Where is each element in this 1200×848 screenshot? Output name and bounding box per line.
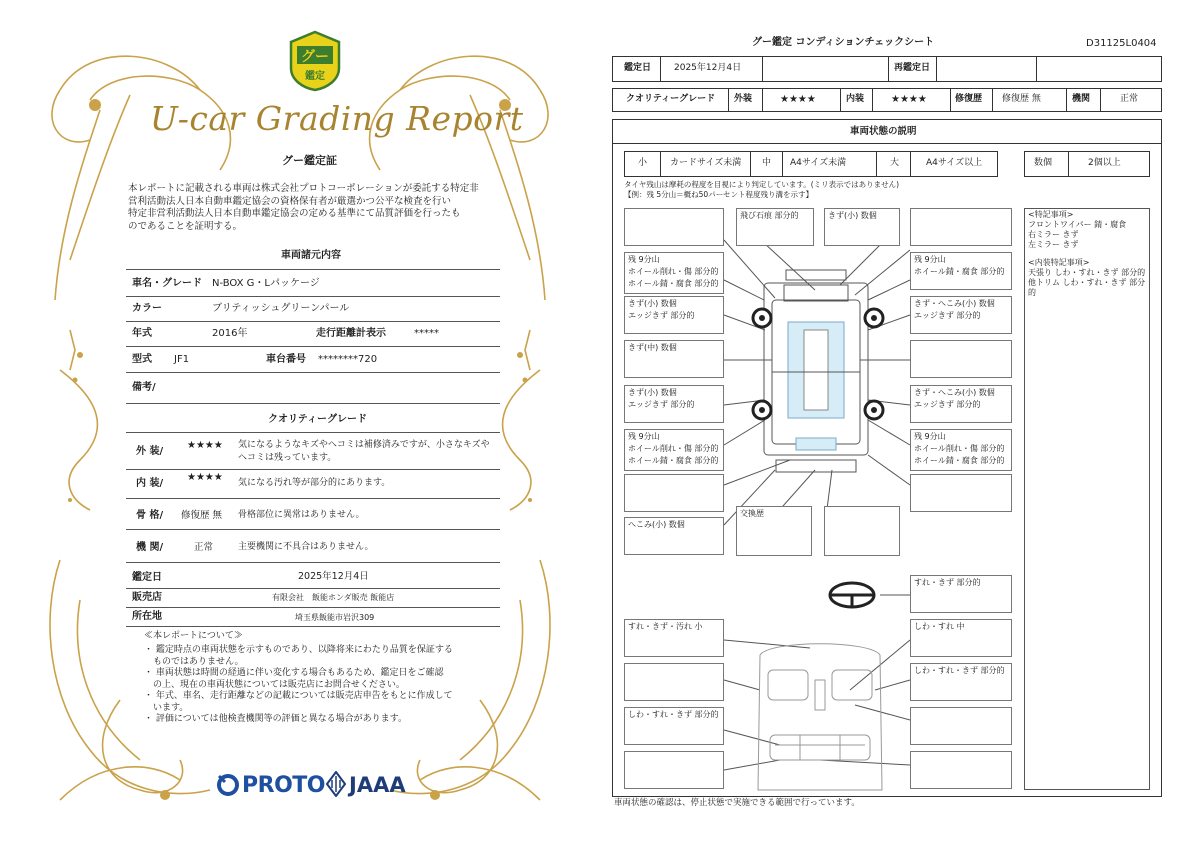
note-scratch-top (824, 208, 900, 246)
divider (126, 269, 500, 270)
svg-text:グー: グー (301, 49, 329, 65)
note-text: 交換歴 (740, 509, 764, 518)
address-value: 埼玉県飯能市岩沢309 (295, 613, 375, 622)
note-box (910, 751, 1012, 789)
note-left-rear (624, 385, 724, 423)
note-box (624, 751, 724, 789)
sheet-title: グー鑑定 コンディションチェックシート (752, 37, 935, 48)
note-text: きず・へこみ(小) 数個 (914, 299, 995, 308)
divider (126, 588, 500, 589)
chassis-value: ********720 (318, 354, 378, 365)
note-text: しわ・すれ・きず 部分的 (628, 710, 719, 719)
note-text: ホイール削れ・傷 部分的 (914, 444, 1005, 453)
note-text: エッジきず 部分的 (628, 400, 695, 409)
tire-note: タイヤ残山は摩耗の程度を目視により判定しています。(ミリ表示ではありません) (624, 180, 900, 189)
notes-label: 備考/ (132, 382, 156, 393)
note-text: 飛び石痕 部分的 (740, 211, 799, 220)
about-line: います。 (144, 702, 189, 713)
note-seat-rl (624, 707, 724, 745)
note-text: 残 9分山 (914, 432, 946, 441)
legend-small: 小 (638, 158, 648, 168)
note-right-rear (910, 385, 1012, 423)
svg-text:鑑定: 鑑定 (305, 71, 325, 82)
ext-label: 外装 (734, 94, 753, 104)
about-line: ・ 車両状態は時間の経過に伴い変化する場合もあるため、鑑定日をご確認 (144, 668, 444, 678)
divider (126, 321, 500, 322)
date-label: 鑑定日 (624, 63, 652, 73)
note-text: きず(小) 数個 (628, 299, 677, 308)
ext-stars: ★★★★ (780, 94, 816, 105)
interior-label: 内 装/ (136, 478, 164, 489)
intro-line: 特定非営利活動法人日本自動車鑑定協会の定める基準にて品質評価を行ったも (128, 208, 461, 219)
int-label: 内装 (846, 94, 865, 104)
exterior-label: 外 装/ (136, 446, 164, 457)
note-left-mid (624, 340, 724, 378)
note-text: しわ・すれ 中 (914, 622, 965, 631)
year-value: 2016年 (212, 328, 248, 339)
about-line: の上、現在の車両状態については販売店にお問合せください。 (144, 679, 405, 690)
note-box (910, 340, 1012, 378)
about-title: ≪本レポートについて≫ (144, 631, 243, 641)
about-line: ものではありません。 (144, 656, 244, 667)
divider (126, 498, 500, 499)
special-line: フロントワイパー 錆・腐食 (1028, 220, 1127, 229)
grade-label: クオリティーグレード (626, 94, 716, 104)
divider (126, 403, 500, 404)
model-label: 型式 (132, 354, 152, 365)
date-value: 2025年12月4日 (298, 571, 369, 582)
dealer-label: 販売店 (132, 592, 162, 603)
date-value: 2025年12月4日 (674, 63, 742, 73)
odo-value: ***** (414, 328, 439, 339)
note-text: すれ・きず・汚れ 小 (628, 622, 703, 631)
car-interior-diagram (758, 644, 882, 790)
engine-text: 主要機関に不具合はありません。 (238, 542, 374, 552)
odo-label: 走行距離計表示 (316, 328, 386, 339)
interior-line: 天張り しわ・すれ・きず 部分的 (1028, 268, 1146, 277)
int-stars: ★★★★ (891, 94, 927, 105)
chassis-label: 車台番号 (266, 354, 306, 365)
note-right-front (910, 296, 1012, 334)
interior-line: 他トリム しわ・すれ・きず 部分的 (1028, 278, 1146, 297)
note-box (910, 474, 1012, 512)
note-text: エッジきず 部分的 (628, 311, 695, 320)
note-tire-rr (910, 429, 1012, 471)
intro-line: 営利活動法人日本自動車鑑定協会の資格保有者が厳選かつ公平な検査を行い (128, 195, 452, 207)
count-value: 2個以上 (1088, 158, 1121, 168)
repair-label: 修復歴 (955, 94, 983, 104)
about-text (144, 645, 453, 726)
note-text: ホイール削れ・傷 部分的 (628, 267, 719, 276)
about-line: ・ 評価については他検査機関等の評価と異なる場合があります。 (144, 714, 407, 724)
note-text: へこみ(小) 数個 (628, 520, 685, 529)
note-box (824, 506, 900, 556)
about-line: ・ 鑑定時点の車両状態を示すものであり、以降将来にわたり品質を保証する (144, 645, 453, 655)
color-value: ブリティッシュグリーンパール (212, 303, 350, 314)
note-tire-fl (624, 252, 724, 294)
divider (126, 607, 500, 608)
divider (126, 432, 500, 433)
interior-stars: ★★★★ (187, 472, 223, 483)
legend-mid-desc: A4サイズ未満 (790, 158, 847, 168)
special-notes (1024, 208, 1150, 790)
special-line: 左ミラー きず (1028, 240, 1079, 249)
name-label: 車名・グレード (132, 278, 202, 289)
note-dent (624, 517, 724, 555)
exterior-text: ヘコミは残っています。 (238, 453, 337, 463)
note-box (910, 208, 1012, 246)
legend-large: 大 (890, 158, 900, 168)
jaaa-logo: JAAA (349, 773, 406, 797)
frame-label: 骨 格/ (136, 510, 164, 521)
spec-title: 車両諸元内容 (281, 250, 341, 261)
doc-id: D31125L0404 (1086, 38, 1157, 49)
frame-value: 修復歴 無 (181, 510, 223, 521)
steering-wheel-icon (830, 583, 874, 607)
engine-label: 機関 (1072, 94, 1091, 104)
jaaa-logo-icon (326, 771, 346, 797)
engine-label: 機 関/ (136, 542, 164, 553)
proto-logo-icon (216, 773, 240, 797)
engine-value: 正常 (194, 542, 214, 553)
interior-text: 気になる汚れ等が部分的にあります。 (238, 478, 391, 488)
interior-title: <内装特記事項> (1028, 258, 1090, 267)
note-text: ホイール錆・腐食 部分的 (914, 267, 1005, 276)
note-box (624, 474, 724, 512)
engine-value: 正常 (1120, 94, 1139, 104)
script-title: U-car Grading Report (150, 99, 524, 138)
legend-mid: 中 (762, 158, 772, 168)
tire-note: 【例：残 5分山＝概ね50パーセント程度残り溝を示す】 (624, 190, 814, 199)
note-text: エッジきず 部分的 (914, 400, 981, 409)
note-text: ホイール錆・腐食 部分的 (914, 456, 1005, 465)
note-box (910, 707, 1012, 745)
intro-line: のであることを証明する。 (128, 220, 243, 232)
note-box (624, 208, 724, 246)
note-text: きず(小) 数個 (628, 388, 677, 397)
address-label: 所在地 (132, 611, 162, 622)
note-seat-r (910, 663, 1012, 701)
note-text: きず(小) 数個 (828, 211, 877, 220)
special-line: 右ミラー きず (1028, 230, 1079, 239)
note-text: エッジきず 部分的 (914, 311, 981, 320)
about-line: ・ 年式、車名、走行距離などの記載については販売店申告をもとに作成して (144, 691, 453, 701)
divider (126, 372, 500, 373)
model-value: JF1 (174, 354, 190, 365)
note-steering (910, 575, 1012, 613)
divider (126, 562, 500, 563)
goo-kantei-badge (287, 30, 343, 92)
note-seat-fr (910, 619, 1012, 657)
note-tire-rl (624, 429, 724, 471)
note-seat-fl (624, 619, 724, 657)
note-text: ホイール錆・腐食 部分的 (628, 279, 719, 288)
divider (126, 469, 500, 470)
condition-sheet (600, 0, 1200, 848)
section-title: 車両状態の説明 (850, 126, 917, 137)
legend-large-desc: A4サイズ以上 (926, 158, 983, 168)
note-text: ホイール削れ・傷 部分的 (628, 444, 719, 453)
note-text: きず(中) 数個 (628, 343, 677, 352)
count-label: 数個 (1034, 158, 1053, 168)
note-text: しわ・すれ・きず 部分的 (914, 666, 1005, 675)
proto-logo: PROTO (242, 773, 325, 798)
note-text: 残 9分山 (628, 255, 660, 264)
note-text: 残 9分山 (914, 255, 946, 264)
note-chip (736, 208, 814, 246)
color-label: カラー (132, 303, 162, 314)
cert-heading: グー鑑定証 (282, 154, 337, 167)
sheet-footer: 車両状態の確認は、停止状態で実施できる範囲で行っています。 (614, 798, 860, 808)
note-text: ホイール錆・腐食 部分的 (628, 456, 719, 465)
name-value: N-BOX G・Lパッケージ (212, 278, 320, 289)
special-title: <特記事項> (1028, 210, 1074, 219)
date-label: 鑑定日 (132, 572, 162, 583)
note-box (624, 663, 724, 701)
dealer-value: 有限会社 飯能ホンダ販売 飯能店 (272, 593, 395, 602)
frame-text: 骨格部位に異常はありません。 (238, 510, 365, 520)
note-text: すれ・きず 部分的 (914, 578, 981, 587)
exterior-text: 気になるようなキズやヘコミは補修済みですが、小さなキズや (238, 440, 490, 450)
intro-text (128, 183, 498, 233)
divider (126, 296, 500, 297)
note-text: 残 9分山 (628, 432, 660, 441)
divider (126, 529, 500, 530)
intro-line: 本レポートに記載される車両は株式会社プロトコーポレーションが委託する特定非 (128, 183, 479, 194)
divider (126, 346, 500, 347)
redate-label: 再鑑定日 (894, 63, 931, 73)
year-label: 年式 (132, 328, 152, 339)
note-tire-fr (910, 252, 1012, 290)
grade-title: クオリティーグレード (268, 414, 367, 425)
legend-small-desc: カードサイズ未満 (670, 158, 742, 168)
note-left-front (624, 296, 724, 334)
exterior-stars: ★★★★ (187, 440, 223, 451)
divider (126, 626, 500, 627)
note-replaced (736, 506, 812, 556)
repair-value: 修復歴 無 (1002, 94, 1041, 104)
note-text: きず・へこみ(小) 数個 (914, 388, 995, 397)
